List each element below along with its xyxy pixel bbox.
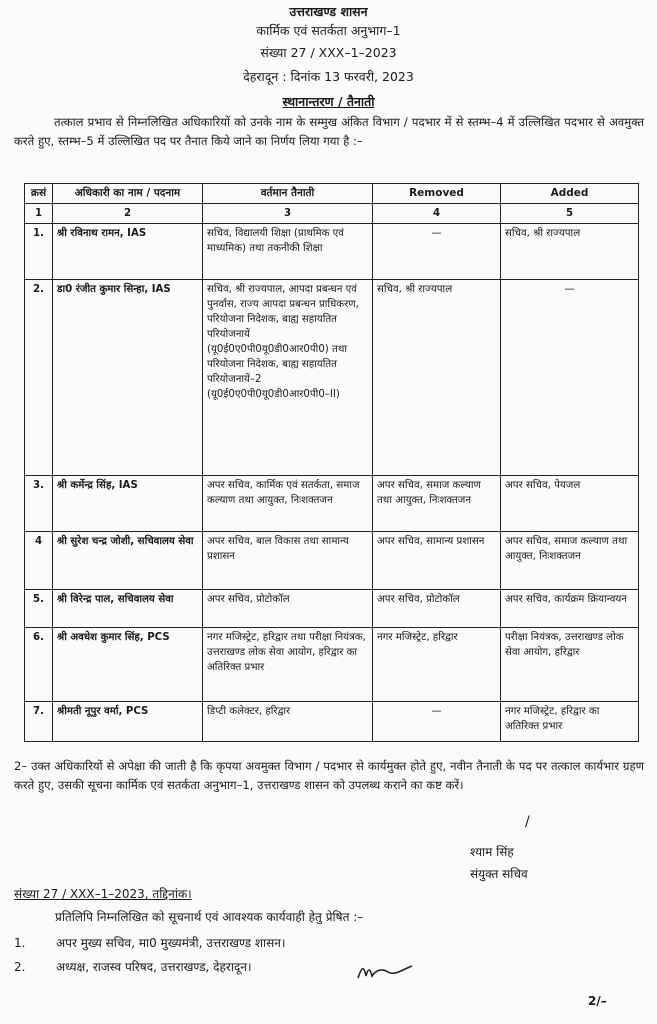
table-row xyxy=(25,280,639,476)
row-current-posting: अपर सचिव, कार्मिक एवं सतर्कता, समाज कल्याण तथा आयुक्त, निःशक्तजन xyxy=(203,476,373,532)
row-officer-name: श्री सुरेश चन्द्र जोशी, सचिवालय सेवा xyxy=(53,532,203,590)
header-serial: क्रसं xyxy=(25,184,53,204)
row-serial: 6. xyxy=(25,628,53,702)
row-current-posting: अपर सचिव, बाल विकास तथा सामान्य प्रशासन xyxy=(203,532,373,590)
signature-mark: / xyxy=(525,814,530,830)
table-row xyxy=(25,532,639,590)
copy-reference: संख्या 27 / XXX–1–2023, तद्दिनांक। xyxy=(14,887,192,901)
row-current-posting: नगर मजिस्ट्रेट, हरिद्वार तथा परीक्षा नियंत्रक, उत्तराखण्ड लोक सेवा आयोग, हरिद्वार का अतिरिक्त प्रभार xyxy=(203,628,373,702)
header-date: देहरादून : दिनांक 13 फरवरी, 2023 xyxy=(243,69,414,84)
row-officer-name: श्री कर्मेन्द्र सिंह, IAS xyxy=(53,476,203,532)
signatory-name: श्याम सिंह xyxy=(470,845,514,859)
page-number: 2/– xyxy=(588,994,607,1008)
header-current-posting: वर्तमान तैनाती xyxy=(203,184,373,204)
transfer-table xyxy=(24,183,639,742)
table-row xyxy=(25,590,639,628)
list-item-text: अपर मुख्य सचिव, मा0 मुख्यमंत्री, उत्तराखण्ड शासन। xyxy=(56,936,286,950)
intro-paragraph: तत्काल प्रभाव से निम्नलिखित अधिकारियों को उनके नाम के सम्मुख अंकित विभाग / पदभार में से स्तम्भ–4 में उल्लिखित पदभार से अवमुक्त करते हुए, स्तम्भ–5 में उल्लिखित पद पर तैनात किये जाने का निर्णय लिया गया है :– xyxy=(14,115,644,148)
row-added: नगर मजिस्ट्रेट, हरिद्वार का अतिरिक्त प्रभार xyxy=(501,702,639,742)
row-officer-name: डा0 रंजीत कुमार सिन्हा, IAS xyxy=(53,280,203,476)
handwritten-initials xyxy=(356,960,416,984)
row-officer-name: श्री अवधेश कुमार सिंह, PCS xyxy=(53,628,203,702)
row-removed: अपर सचिव, सामान्य प्रशासन xyxy=(373,532,501,590)
row-current-posting: सचिव, विद्यालयी शिक्षा (प्राथमिक एवं माध्यमिक) तथा तकनीकी शिक्षा xyxy=(203,224,373,280)
column-number: 2 xyxy=(53,204,203,224)
row-current-posting: सचिव, श्री राज्यपाल, आपदा प्रबन्धन एवं पुनर्वास, राज्य आपदा प्रबन्धन प्राधिकरण, परियोजना निदेशक, बाह्य सहायतित परियोजनायें (यू0ई0ए0पी0यू0डी0आर0पी0) तथा परियोजना निदेशक, बाह्य सहायतित परियोजनायें–2 (यू0ई0ए0पी0यू0डी0आर0पी0–II) xyxy=(203,280,373,476)
signatory-designation: संयुक्त सचिव xyxy=(470,867,528,881)
row-serial: 5. xyxy=(25,590,53,628)
header-government: उत्तराखण्ड शासन xyxy=(289,4,368,19)
header-officer-name: अधिकारी का नाम / पदनाम xyxy=(53,184,203,204)
table-row xyxy=(25,476,639,532)
header-department: कार्मिक एवं सतर्कता अनुभाग–1 xyxy=(256,23,401,38)
table-row xyxy=(25,628,639,702)
row-officer-name: श्री रविनाथ रामन, IAS xyxy=(53,224,203,280)
row-serial: 4 xyxy=(25,532,53,590)
row-serial: 7. xyxy=(25,702,53,742)
list-item-number: 2. xyxy=(14,960,26,974)
column-number: 3 xyxy=(203,204,373,224)
row-officer-name: श्री विरेन्द्र पाल, सचिवालय सेवा xyxy=(53,590,203,628)
row-removed: नगर मजिस्ट्रेट, हरिद्वार xyxy=(373,628,501,702)
column-number: 4 xyxy=(373,204,501,224)
row-added: सचिव, श्री राज्यपाल xyxy=(501,224,639,280)
row-officer-name: श्रीमती नूपुर वर्मा, PCS xyxy=(53,702,203,742)
row-removed: अपर सचिव, प्रोटोकॉल xyxy=(373,590,501,628)
row-added: अपर सचिव, कार्यक्रम क्रियान्वयन xyxy=(501,590,639,628)
header-removed: Removed xyxy=(373,184,501,204)
row-removed: अपर सचिव, समाज कल्याण तथा आयुक्त, निःशक्तजन xyxy=(373,476,501,532)
table-row xyxy=(25,702,639,742)
column-number-row xyxy=(25,204,639,224)
column-number: 1 xyxy=(25,204,53,224)
column-number: 5 xyxy=(501,204,639,224)
row-serial: 2. xyxy=(25,280,53,476)
list-item xyxy=(14,957,252,977)
header-added: Added xyxy=(501,184,639,204)
row-current-posting: डिप्टी कलेक्टर, हरिद्वार xyxy=(203,702,373,742)
row-added: अपर सचिव, पेयजल xyxy=(501,476,639,532)
row-serial: 3. xyxy=(25,476,53,532)
table-header-row xyxy=(25,184,639,204)
header-subject: स्थानान्तरण / तैनाती xyxy=(282,94,375,109)
list-item xyxy=(14,933,285,953)
row-removed: सचिव, श्री राज्यपाल xyxy=(373,280,501,476)
row-added: परीक्षा नियंत्रक, उत्तराखण्ड लोक सेवा आयोग, हरिद्वार xyxy=(501,628,639,702)
list-item-text: अध्यक्ष, राजस्व परिषद, उत्तराखण्ड, देहरादून। xyxy=(56,960,252,974)
row-added: — xyxy=(501,280,639,476)
copy-intro: प्रतिलिपि निम्नलिखित को सूचनार्थ एवं आवश्यक कार्यवाही हेतु प्रेषित :– xyxy=(55,910,364,924)
row-serial: 1. xyxy=(25,224,53,280)
instruction-paragraph: 2– उक्त अधिकारियों से अपेक्षा की जाती है कि कृपया अवमुक्त विभाग / पदभार से कार्यमुक्त होते हुए, नवीन तैनाती के पद पर तत्काल कार्यभार ग्रहण करते हुए, उसकी सूचना कार्मिक एवं सतर्कता अनुभाग–1, उत्तराखण्ड शासन को उपलब्ध कराने का कष्ट करें। xyxy=(14,759,644,792)
row-removed: — xyxy=(373,224,501,280)
row-added: अपर सचिव, समाज कल्याण तथा आयुक्त, निःशक्तजन xyxy=(501,532,639,590)
list-item-number: 1. xyxy=(14,936,26,950)
table-row xyxy=(25,224,639,280)
row-current-posting: अपर सचिव, प्रोटोकॉल xyxy=(203,590,373,628)
row-removed: — xyxy=(373,702,501,742)
header-order-number: संख्या 27 / XXX–1–2023 xyxy=(260,45,397,60)
